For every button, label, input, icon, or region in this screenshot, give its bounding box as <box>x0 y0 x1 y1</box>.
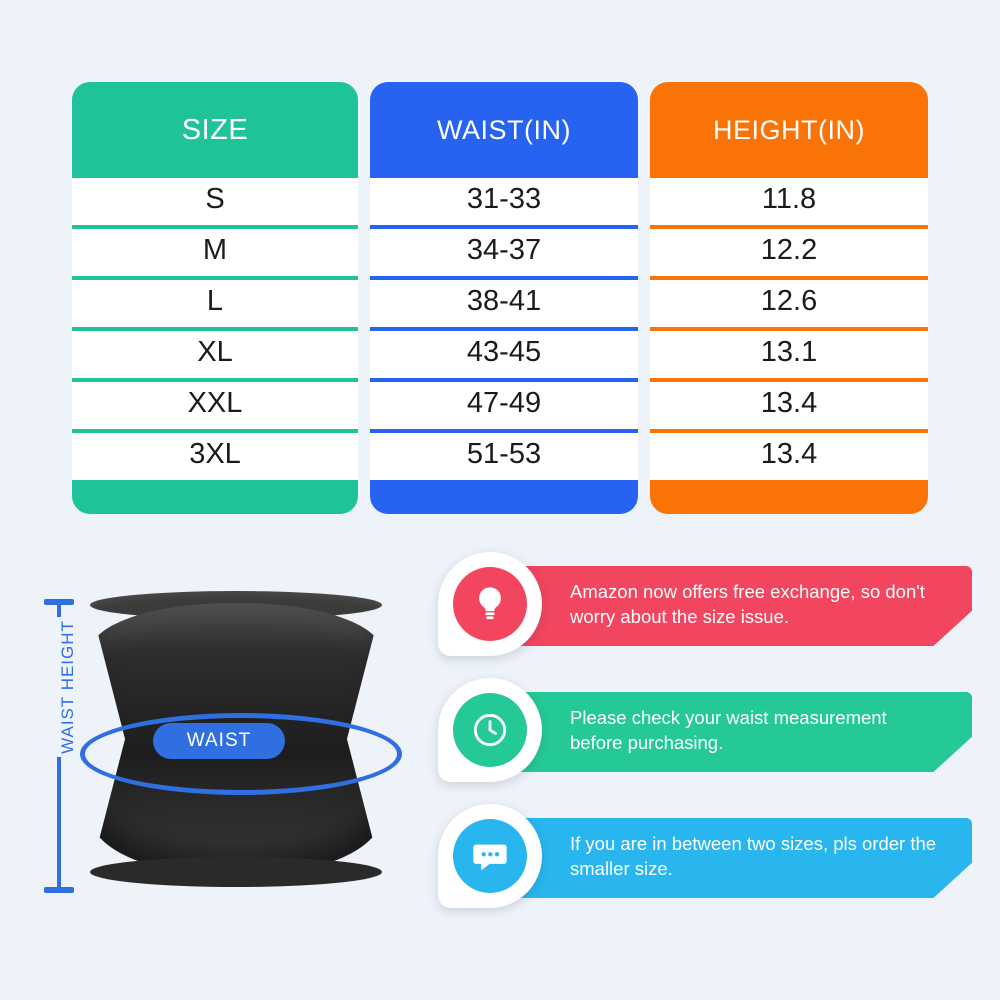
note-badge <box>438 552 542 656</box>
note-text: Please check your waist measurement before purchasing. <box>570 707 887 753</box>
note-item <box>432 678 972 786</box>
table-cell-waist: 51-53 <box>370 433 638 480</box>
table-cell-size: XXL <box>72 382 358 429</box>
note-text: Amazon now offers free exchange, so don't worry about the size issue. <box>570 581 925 627</box>
table-cell-height: 13.4 <box>650 433 928 480</box>
column-header-height: HEIGHT(IN) <box>713 114 865 145</box>
waist-column <box>370 82 638 514</box>
clock-icon <box>453 693 527 767</box>
note-badge <box>438 678 542 782</box>
measure-cap-bottom <box>44 887 74 893</box>
table-cell-height: 13.1 <box>650 331 928 378</box>
note-text: If you are in between two sizes, pls order the smaller size. <box>570 833 937 879</box>
table-cell-waist: 43-45 <box>370 331 638 378</box>
column-header-size: SIZE <box>181 113 249 146</box>
notes-list <box>432 552 972 930</box>
table-cell-height: 12.6 <box>650 280 928 327</box>
table-cell-size: L <box>72 280 358 327</box>
table-cell-height: 12.2 <box>650 229 928 276</box>
measure-cap-top <box>44 599 74 605</box>
height-column <box>650 82 928 514</box>
table-cell-height: 11.8 <box>650 178 928 225</box>
size-column <box>72 82 358 514</box>
table-cell-waist: 31-33 <box>370 178 638 225</box>
note-badge <box>438 804 542 908</box>
table-cell-waist: 47-49 <box>370 382 638 429</box>
waist-height-label: WAIST HEIGHT <box>56 617 80 757</box>
table-cell-size: XL <box>72 331 358 378</box>
column-header-waist: WAIST(IN) <box>437 114 571 145</box>
table-cell-waist: 34-37 <box>370 229 638 276</box>
product-measurement-diagram <box>28 565 428 975</box>
chat-bubble-icon <box>453 819 527 893</box>
table-cell-height: 13.4 <box>650 382 928 429</box>
size-chart-table <box>72 82 928 514</box>
table-cell-size: M <box>72 229 358 276</box>
table-cell-waist: 38-41 <box>370 280 638 327</box>
table-cell-size: S <box>72 178 358 225</box>
note-item <box>432 552 972 660</box>
waist-label: WAIST <box>153 723 285 759</box>
lightbulb-icon <box>453 567 527 641</box>
waist-trainer-bottom-edge <box>90 857 382 887</box>
note-item <box>432 804 972 912</box>
table-cell-size: 3XL <box>72 433 358 480</box>
